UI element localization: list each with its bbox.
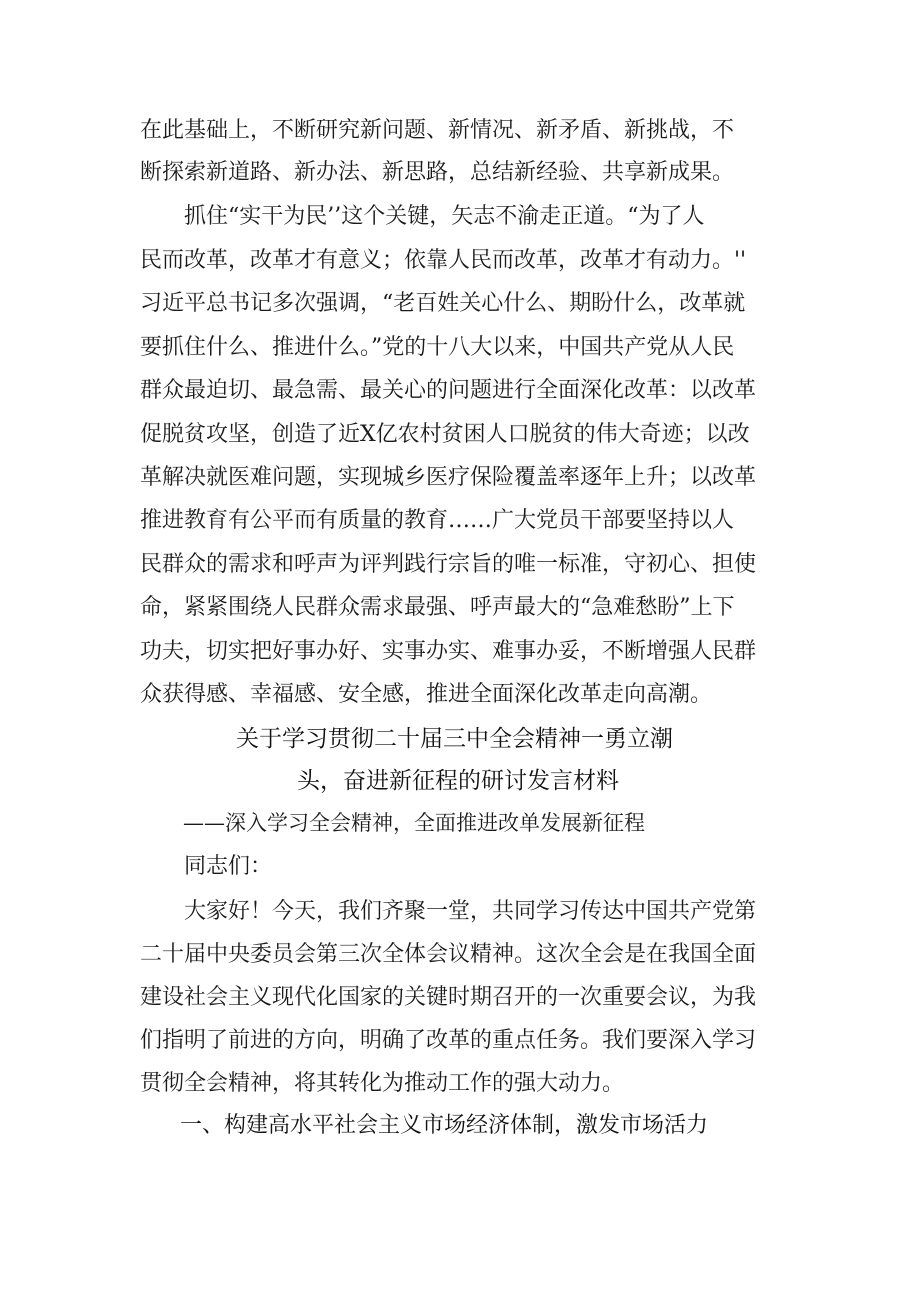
paragraph-line: 促脱贫攻坚，创造了近X亿农村贫困人口脱贫的伟大奇迹；以改 — [140, 422, 750, 447]
paragraph-line: 功夫，切实把好事办好、实事办实、难事办妥，不断增强人民群 — [140, 639, 757, 664]
paragraph-line: 二十届中央委员会第三次全体会议精神。这次全会是在我国全面 — [140, 942, 757, 967]
paragraph-line: 要抓住什么、推进什么。”党的十八大以来，中国共产党从人民 — [140, 335, 735, 360]
document-title-line-2: 头，奋进新征程的研讨发言材料 — [297, 768, 619, 794]
paragraph-line: 民而改革，改革才有意义；依靠人民而改革，改革才有动力。'' — [140, 248, 747, 273]
section-heading: 一、构建高水平社会主义市场经济体制，激发市场活力 — [180, 1113, 709, 1138]
paragraph-line: 断探索新道路、新办法、新思路，总结新经验、共享新成果。 — [140, 160, 735, 185]
document-title-line-1: 关于学习贯彻二十届三中全会精神一勇立潮 — [236, 726, 673, 752]
paragraph-line: 建设社会主义现代化国家的关键时期召开的一次重要会议，为我 — [140, 985, 757, 1010]
paragraph-line: 命，紧紧围绕人民群众需求最强、呼声最大的“急难愁盼”上下 — [140, 595, 735, 620]
document-subtitle: ——深入学习全会精神，全面推进改单发展新征程 — [183, 811, 645, 835]
paragraph-line: 贯彻全会精神，将其转化为推动工作的强大动力。 — [140, 1071, 625, 1096]
paragraph-line: 群众最迫切、最急需、最关心的问题进行全面深化改革：以改革 — [140, 378, 757, 403]
paragraph-line: 习近平总书记多次强调，“老百姓关心什么、期盼什么，改革就 — [140, 291, 746, 316]
paragraph-line: 推进教育有公平而有质量的教育……广大党员干部要坚持以人 — [140, 508, 735, 533]
paragraph-line: 民群众的需求和呼声为评判践行宗旨的唯一标准，守初心、担使 — [140, 552, 757, 577]
paragraph-line: 抓住“实干为民’’这个关键，矢志不渝走正道。“为了人 — [184, 204, 705, 229]
paragraph-line: 革解决就医难问题，实现城乡医疗保险覆盖率逐年上升；以改革 — [140, 465, 757, 490]
paragraph-line: 在此基础上，不断研究新问题、新情况、新矛盾、新挑战，不 — [140, 118, 735, 143]
paragraph-line: 众获得感、幸福感、安全感，推进全面深化改革走向高潮。 — [140, 682, 713, 707]
paragraph-line: 大家好！今天，我们齐聚一堂，共同学习传达中国共产党第 — [184, 899, 757, 924]
salutation: 同志们： — [184, 854, 273, 879]
paragraph-line: 们指明了前进的方向，明确了改革的重点任务。我们要深入学习 — [140, 1028, 757, 1053]
